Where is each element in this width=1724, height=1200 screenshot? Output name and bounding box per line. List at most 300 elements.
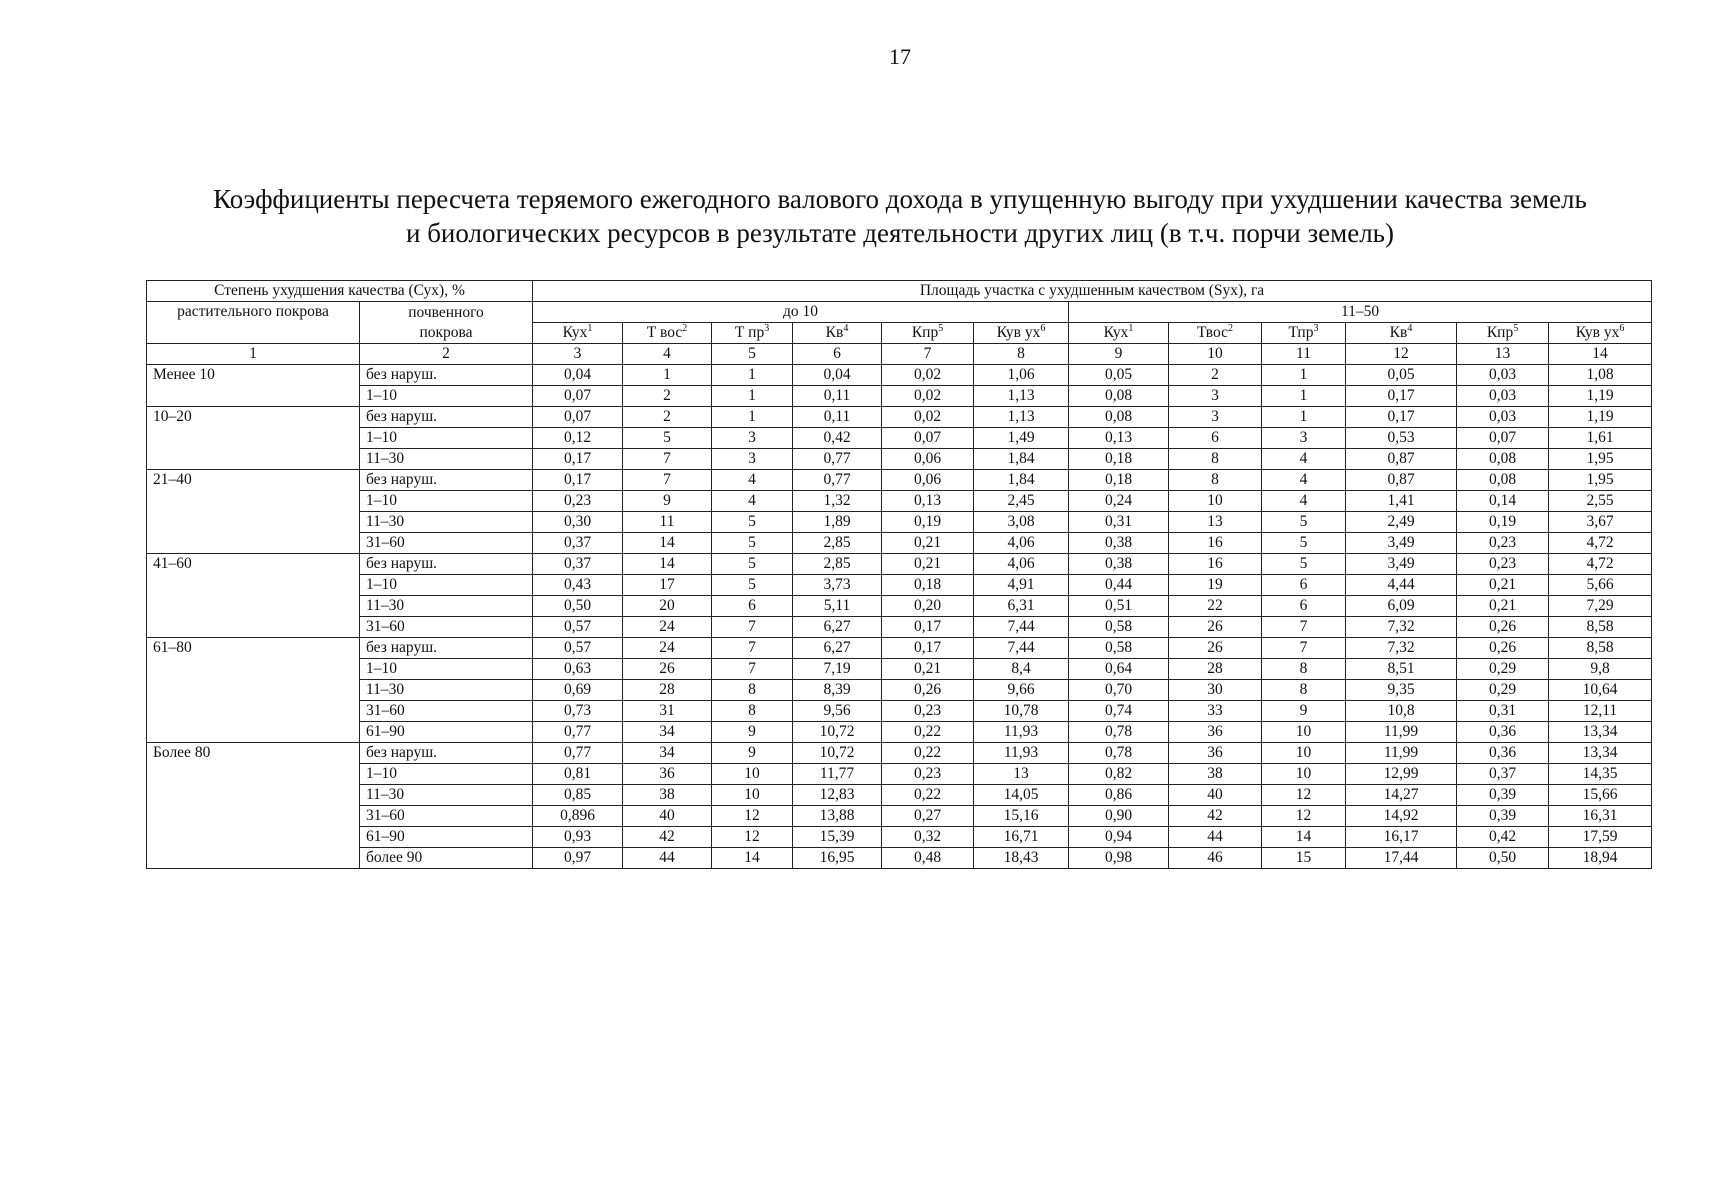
value-cell: 9 bbox=[623, 491, 712, 512]
value-cell: 0,08 bbox=[1457, 449, 1549, 470]
column-header-label: Кв bbox=[1389, 324, 1408, 341]
value-cell: 0,21 bbox=[1457, 596, 1549, 617]
value-cell: 14,05 bbox=[974, 785, 1069, 806]
value-cell: 0,22 bbox=[882, 722, 974, 743]
value-cell: 44 bbox=[623, 848, 712, 869]
value-cell: 26 bbox=[623, 659, 712, 680]
value-cell: 0,07 bbox=[882, 428, 974, 449]
value-cell: 0,74 bbox=[1069, 701, 1169, 722]
value-cell: 0,82 bbox=[1069, 764, 1169, 785]
value-cell: 10 bbox=[712, 764, 793, 785]
header-row-1 bbox=[147, 281, 1652, 302]
value-cell: 3 bbox=[712, 449, 793, 470]
value-cell: 0,78 bbox=[1069, 722, 1169, 743]
value-cell: 5 bbox=[1262, 533, 1346, 554]
column-number: 5 bbox=[712, 344, 793, 365]
footnote-marker: 1 bbox=[587, 322, 593, 334]
value-cell: 1,61 bbox=[1549, 428, 1652, 449]
value-cell: 0,07 bbox=[1457, 428, 1549, 449]
value-cell: 40 bbox=[1169, 785, 1262, 806]
value-cell: 13 bbox=[974, 764, 1069, 785]
soil-degree-cell: 11–30 bbox=[360, 512, 533, 533]
table-row bbox=[147, 722, 1652, 743]
veg-cover-header: растительного покрова bbox=[147, 302, 360, 344]
value-cell: 0,03 bbox=[1457, 407, 1549, 428]
title-line-1: Коэффициенты пересчета теряемого ежегодного валового дохода в упущенную выгоду при ухудшении качества земель bbox=[213, 184, 1587, 214]
table-row bbox=[147, 491, 1652, 512]
value-cell: 8 bbox=[1262, 680, 1346, 701]
soil-degree-cell: 31–60 bbox=[360, 806, 533, 827]
value-cell: 0,21 bbox=[1457, 575, 1549, 596]
value-cell: 0,06 bbox=[882, 470, 974, 491]
value-cell: 3,49 bbox=[1346, 554, 1457, 575]
coefficients-table bbox=[146, 280, 1652, 869]
footnote-marker: 6 bbox=[1619, 322, 1625, 334]
value-cell: 10,8 bbox=[1346, 701, 1457, 722]
soil-degree-cell: без наруш. bbox=[360, 554, 533, 575]
value-cell: 36 bbox=[1169, 722, 1262, 743]
value-cell: 0,22 bbox=[882, 743, 974, 764]
value-cell: 1,95 bbox=[1549, 449, 1652, 470]
soil-degree-cell: 1–10 bbox=[360, 659, 533, 680]
column-number: 14 bbox=[1549, 344, 1652, 365]
value-cell: 0,63 bbox=[533, 659, 623, 680]
value-cell: 2,45 bbox=[974, 491, 1069, 512]
value-cell: 4 bbox=[712, 491, 793, 512]
value-cell: 0,98 bbox=[1069, 848, 1169, 869]
value-cell: 3 bbox=[1262, 428, 1346, 449]
value-cell: 0,77 bbox=[533, 722, 623, 743]
value-cell: 2 bbox=[1169, 365, 1262, 386]
value-cell: 0,36 bbox=[1457, 743, 1549, 764]
soil-degree-cell: 11–30 bbox=[360, 680, 533, 701]
value-cell: 34 bbox=[623, 743, 712, 764]
column-header-label: Кух bbox=[562, 324, 588, 341]
value-cell: 0,44 bbox=[1069, 575, 1169, 596]
value-cell: 0,77 bbox=[793, 449, 882, 470]
value-cell: 0,11 bbox=[793, 386, 882, 407]
soil-degree-cell: без наруш. bbox=[360, 638, 533, 659]
column-header bbox=[1346, 323, 1457, 344]
column-header bbox=[1069, 323, 1169, 344]
value-cell: 14 bbox=[623, 533, 712, 554]
table-row bbox=[147, 449, 1652, 470]
column-header bbox=[623, 323, 712, 344]
value-cell: 7,32 bbox=[1346, 638, 1457, 659]
area-header: Площадь участка с ухудшенным качеством (Sух), га bbox=[533, 281, 1652, 302]
value-cell: 2 bbox=[623, 407, 712, 428]
value-cell: 5 bbox=[712, 512, 793, 533]
value-cell: 1 bbox=[1262, 407, 1346, 428]
value-cell: 0,21 bbox=[882, 554, 974, 575]
soil-degree-cell: 31–60 bbox=[360, 533, 533, 554]
value-cell: 0,87 bbox=[1346, 470, 1457, 491]
value-cell: 1,84 bbox=[974, 449, 1069, 470]
value-cell: 4,91 bbox=[974, 575, 1069, 596]
value-cell: 42 bbox=[1169, 806, 1262, 827]
value-cell: 9 bbox=[712, 722, 793, 743]
value-cell: 16 bbox=[1169, 533, 1262, 554]
table-row bbox=[147, 701, 1652, 722]
value-cell: 10,72 bbox=[793, 743, 882, 764]
soil-degree-cell: 61–90 bbox=[360, 827, 533, 848]
value-cell: 3,49 bbox=[1346, 533, 1457, 554]
soil-degree-cell: 31–60 bbox=[360, 617, 533, 638]
value-cell: 10,64 bbox=[1549, 680, 1652, 701]
table-row bbox=[147, 680, 1652, 701]
value-cell: 11,93 bbox=[974, 722, 1069, 743]
soil-degree-cell: 61–90 bbox=[360, 722, 533, 743]
column-header-label: Кув ух bbox=[996, 324, 1041, 341]
table-row bbox=[147, 785, 1652, 806]
value-cell: 0,30 bbox=[533, 512, 623, 533]
value-cell: 11,77 bbox=[793, 764, 882, 785]
value-cell: 40 bbox=[623, 806, 712, 827]
value-cell: 20 bbox=[623, 596, 712, 617]
value-cell: 0,90 bbox=[1069, 806, 1169, 827]
column-header bbox=[882, 323, 974, 344]
value-cell: 9 bbox=[712, 743, 793, 764]
soil-degree-cell: без наруш. bbox=[360, 407, 533, 428]
value-cell: 0,17 bbox=[1346, 386, 1457, 407]
value-cell: 0,07 bbox=[533, 386, 623, 407]
table-row bbox=[147, 575, 1652, 596]
title-line-2: и биологических ресурсов в результате деятельности других лиц (в т.ч. порчи земель) bbox=[406, 218, 1394, 248]
value-cell: 0,70 bbox=[1069, 680, 1169, 701]
value-cell: 0,22 bbox=[882, 785, 974, 806]
column-number: 2 bbox=[360, 344, 533, 365]
value-cell: 1 bbox=[1262, 365, 1346, 386]
value-cell: 0,18 bbox=[882, 575, 974, 596]
value-cell: 0,05 bbox=[1346, 365, 1457, 386]
value-cell: 17,59 bbox=[1549, 827, 1652, 848]
soil-degree-cell: без наруш. bbox=[360, 743, 533, 764]
value-cell: 0,53 bbox=[1346, 428, 1457, 449]
value-cell: 22 bbox=[1169, 596, 1262, 617]
value-cell: 0,02 bbox=[882, 386, 974, 407]
value-cell: 1,32 bbox=[793, 491, 882, 512]
value-cell: 11,99 bbox=[1346, 743, 1457, 764]
value-cell: 8,58 bbox=[1549, 638, 1652, 659]
value-cell: 28 bbox=[1169, 659, 1262, 680]
value-cell: 0,37 bbox=[533, 533, 623, 554]
value-cell: 44 bbox=[1169, 827, 1262, 848]
value-cell: 0,05 bbox=[1069, 365, 1169, 386]
footnote-marker: 3 bbox=[764, 322, 770, 334]
value-cell: 0,58 bbox=[1069, 638, 1169, 659]
value-cell: 0,81 bbox=[533, 764, 623, 785]
value-cell: 0,50 bbox=[1457, 848, 1549, 869]
column-number-row bbox=[147, 344, 1652, 365]
table-row bbox=[147, 806, 1652, 827]
degree-header: Степень ухудшения качества (Сух), % bbox=[147, 281, 533, 302]
column-header-label: Т вос bbox=[646, 324, 683, 341]
value-cell: 4 bbox=[712, 470, 793, 491]
value-cell: 0,23 bbox=[533, 491, 623, 512]
footnote-marker: 2 bbox=[1227, 322, 1233, 334]
column-number: 4 bbox=[623, 344, 712, 365]
value-cell: 12 bbox=[712, 827, 793, 848]
value-cell: 0,08 bbox=[1069, 386, 1169, 407]
value-cell: 3,67 bbox=[1549, 512, 1652, 533]
value-cell: 6,09 bbox=[1346, 596, 1457, 617]
value-cell: 10 bbox=[1262, 722, 1346, 743]
value-cell: 0,37 bbox=[1457, 764, 1549, 785]
value-cell: 16,17 bbox=[1346, 827, 1457, 848]
value-cell: 26 bbox=[1169, 638, 1262, 659]
value-cell: 14 bbox=[712, 848, 793, 869]
column-header-label: Кпр bbox=[911, 324, 939, 341]
value-cell: 8 bbox=[1169, 449, 1262, 470]
column-header bbox=[974, 323, 1069, 344]
column-number: 7 bbox=[882, 344, 974, 365]
value-cell: 14,35 bbox=[1549, 764, 1652, 785]
value-cell: 0,21 bbox=[882, 533, 974, 554]
group-header-1: до 10 bbox=[533, 302, 1069, 323]
value-cell: 0,94 bbox=[1069, 827, 1169, 848]
value-cell: 0,26 bbox=[1457, 617, 1549, 638]
value-cell: 4,06 bbox=[974, 533, 1069, 554]
value-cell: 6 bbox=[1262, 575, 1346, 596]
value-cell: 4 bbox=[1262, 470, 1346, 491]
value-cell: 0,27 bbox=[882, 806, 974, 827]
value-cell: 0,43 bbox=[533, 575, 623, 596]
value-cell: 0,78 bbox=[1069, 743, 1169, 764]
column-number: 6 bbox=[793, 344, 882, 365]
value-cell: 7 bbox=[1262, 638, 1346, 659]
value-cell: 0,06 bbox=[882, 449, 974, 470]
value-cell: 1 bbox=[623, 365, 712, 386]
value-cell: 0,85 bbox=[533, 785, 623, 806]
value-cell: 6 bbox=[1169, 428, 1262, 449]
vegetation-degree-cell: Менее 10 bbox=[147, 365, 360, 407]
value-cell: 0,37 bbox=[533, 554, 623, 575]
column-header bbox=[712, 323, 793, 344]
value-cell: 6 bbox=[1262, 596, 1346, 617]
value-cell: 8 bbox=[1262, 659, 1346, 680]
column-header-label: Кух bbox=[1103, 324, 1129, 341]
soil-degree-cell: 1–10 bbox=[360, 491, 533, 512]
table-row bbox=[147, 365, 1652, 386]
value-cell: 12,83 bbox=[793, 785, 882, 806]
value-cell: 7,44 bbox=[974, 638, 1069, 659]
value-cell: 33 bbox=[1169, 701, 1262, 722]
value-cell: 8,58 bbox=[1549, 617, 1652, 638]
value-cell: 1,06 bbox=[974, 365, 1069, 386]
value-cell: 0,57 bbox=[533, 638, 623, 659]
value-cell: 4,72 bbox=[1549, 533, 1652, 554]
value-cell: 0,38 bbox=[1069, 533, 1169, 554]
vegetation-degree-cell: 61–80 bbox=[147, 638, 360, 743]
value-cell: 3 bbox=[1169, 386, 1262, 407]
column-header-label: Кпр bbox=[1486, 324, 1514, 341]
value-cell: 8 bbox=[712, 680, 793, 701]
value-cell: 17,44 bbox=[1346, 848, 1457, 869]
value-cell: 1,41 bbox=[1346, 491, 1457, 512]
value-cell: 0,31 bbox=[1069, 512, 1169, 533]
value-cell: 10 bbox=[1262, 743, 1346, 764]
value-cell: 2,55 bbox=[1549, 491, 1652, 512]
value-cell: 0,17 bbox=[533, 470, 623, 491]
value-cell: 0,13 bbox=[882, 491, 974, 512]
soil-degree-cell: 1–10 bbox=[360, 764, 533, 785]
value-cell: 0,17 bbox=[1346, 407, 1457, 428]
value-cell: 15,16 bbox=[974, 806, 1069, 827]
soil-cover-header: почвенного покрова bbox=[360, 302, 533, 344]
group-header-2: 11–50 bbox=[1069, 302, 1652, 323]
value-cell: 3,73 bbox=[793, 575, 882, 596]
value-cell: 0,39 bbox=[1457, 806, 1549, 827]
value-cell: 5 bbox=[712, 575, 793, 596]
value-cell: 0,39 bbox=[1457, 785, 1549, 806]
value-cell: 0,26 bbox=[882, 680, 974, 701]
value-cell: 7,29 bbox=[1549, 596, 1652, 617]
soil-degree-cell: без наруш. bbox=[360, 365, 533, 386]
value-cell: 5 bbox=[712, 533, 793, 554]
value-cell: 0,64 bbox=[1069, 659, 1169, 680]
footnote-marker: 4 bbox=[1407, 322, 1413, 334]
column-number: 11 bbox=[1262, 344, 1346, 365]
value-cell: 24 bbox=[623, 617, 712, 638]
soil-degree-cell: 31–60 bbox=[360, 701, 533, 722]
value-cell: 36 bbox=[1169, 743, 1262, 764]
soil-degree-cell: 1–10 bbox=[360, 575, 533, 596]
value-cell: 0,32 bbox=[882, 827, 974, 848]
value-cell: 8,4 bbox=[974, 659, 1069, 680]
value-cell: 0,58 bbox=[1069, 617, 1169, 638]
value-cell: 0,20 bbox=[882, 596, 974, 617]
column-header-label: Тпр bbox=[1288, 324, 1314, 341]
value-cell: 0,23 bbox=[882, 764, 974, 785]
value-cell: 7,19 bbox=[793, 659, 882, 680]
value-cell: 9,66 bbox=[974, 680, 1069, 701]
value-cell: 13,34 bbox=[1549, 743, 1652, 764]
value-cell: 1,13 bbox=[974, 386, 1069, 407]
table-row bbox=[147, 596, 1652, 617]
column-number: 10 bbox=[1169, 344, 1262, 365]
table-row bbox=[147, 533, 1652, 554]
value-cell: 0,87 bbox=[1346, 449, 1457, 470]
value-cell: 0,97 bbox=[533, 848, 623, 869]
value-cell: 0,31 bbox=[1457, 701, 1549, 722]
vegetation-degree-cell: 10–20 bbox=[147, 407, 360, 470]
value-cell: 2,49 bbox=[1346, 512, 1457, 533]
value-cell: 16,31 bbox=[1549, 806, 1652, 827]
table-row bbox=[147, 554, 1652, 575]
value-cell: 0,19 bbox=[1457, 512, 1549, 533]
soil-degree-cell: без наруш. bbox=[360, 470, 533, 491]
value-cell: 0,50 bbox=[533, 596, 623, 617]
value-cell: 0,73 bbox=[533, 701, 623, 722]
value-cell: 10 bbox=[1169, 491, 1262, 512]
value-cell: 1,13 bbox=[974, 407, 1069, 428]
value-cell: 0,77 bbox=[793, 470, 882, 491]
value-cell: 0,21 bbox=[882, 659, 974, 680]
page-number: 17 bbox=[889, 44, 911, 69]
soil-degree-cell: 1–10 bbox=[360, 386, 533, 407]
value-cell: 13,88 bbox=[793, 806, 882, 827]
value-cell: 1 bbox=[712, 407, 793, 428]
value-cell: 11,99 bbox=[1346, 722, 1457, 743]
value-cell: 46 bbox=[1169, 848, 1262, 869]
value-cell: 4 bbox=[1262, 449, 1346, 470]
value-cell: 0,48 bbox=[882, 848, 974, 869]
value-cell: 1,49 bbox=[974, 428, 1069, 449]
value-cell: 4 bbox=[1262, 491, 1346, 512]
value-cell: 6,27 bbox=[793, 638, 882, 659]
value-cell: 0,77 bbox=[533, 743, 623, 764]
value-cell: 0,26 bbox=[1457, 638, 1549, 659]
value-cell: 14,92 bbox=[1346, 806, 1457, 827]
value-cell: 1,19 bbox=[1549, 386, 1652, 407]
column-number: 13 bbox=[1457, 344, 1549, 365]
column-number: 8 bbox=[974, 344, 1069, 365]
value-cell: 4,72 bbox=[1549, 554, 1652, 575]
value-cell: 0,08 bbox=[1457, 470, 1549, 491]
value-cell: 0,02 bbox=[882, 365, 974, 386]
value-cell: 34 bbox=[623, 722, 712, 743]
soil-degree-cell: 11–30 bbox=[360, 596, 533, 617]
value-cell: 0,03 bbox=[1457, 365, 1549, 386]
value-cell: 12 bbox=[1262, 806, 1346, 827]
soil-degree-cell: 11–30 bbox=[360, 785, 533, 806]
page-title bbox=[100, 182, 1700, 250]
value-cell: 5,66 bbox=[1549, 575, 1652, 596]
value-cell: 0,69 bbox=[533, 680, 623, 701]
footnote-marker: 6 bbox=[1040, 322, 1046, 334]
value-cell: 7 bbox=[712, 659, 793, 680]
value-cell: 0,57 bbox=[533, 617, 623, 638]
value-cell: 13 bbox=[1169, 512, 1262, 533]
value-cell: 16,71 bbox=[974, 827, 1069, 848]
value-cell: 0,42 bbox=[1457, 827, 1549, 848]
value-cell: 0,04 bbox=[533, 365, 623, 386]
value-cell: 0,23 bbox=[882, 701, 974, 722]
table-row bbox=[147, 407, 1652, 428]
value-cell: 0,29 bbox=[1457, 680, 1549, 701]
value-cell: 0,17 bbox=[533, 449, 623, 470]
value-cell: 18,94 bbox=[1549, 848, 1652, 869]
value-cell: 12 bbox=[1262, 785, 1346, 806]
value-cell: 9,8 bbox=[1549, 659, 1652, 680]
table-row bbox=[147, 428, 1652, 449]
value-cell: 10,72 bbox=[793, 722, 882, 743]
value-cell: 19 bbox=[1169, 575, 1262, 596]
value-cell: 15,66 bbox=[1549, 785, 1652, 806]
value-cell: 1,89 bbox=[793, 512, 882, 533]
value-cell: 0,07 bbox=[533, 407, 623, 428]
table-row bbox=[147, 470, 1652, 491]
value-cell: 0,18 bbox=[1069, 449, 1169, 470]
value-cell: 2,85 bbox=[793, 533, 882, 554]
value-cell: 7 bbox=[712, 617, 793, 638]
soil-degree-cell: 11–30 bbox=[360, 449, 533, 470]
value-cell: 18,43 bbox=[974, 848, 1069, 869]
soil-degree-cell: более 90 bbox=[360, 848, 533, 869]
value-cell: 1,08 bbox=[1549, 365, 1652, 386]
value-cell: 0,13 bbox=[1069, 428, 1169, 449]
footnote-marker: 5 bbox=[1513, 322, 1519, 334]
value-cell: 0,42 bbox=[793, 428, 882, 449]
column-header-label: Кв bbox=[825, 324, 844, 341]
table-header bbox=[147, 281, 1652, 365]
column-number: 12 bbox=[1346, 344, 1457, 365]
value-cell: 11,93 bbox=[974, 743, 1069, 764]
value-cell: 5 bbox=[712, 554, 793, 575]
value-cell: 8 bbox=[712, 701, 793, 722]
column-number: 9 bbox=[1069, 344, 1169, 365]
value-cell: 0,14 bbox=[1457, 491, 1549, 512]
